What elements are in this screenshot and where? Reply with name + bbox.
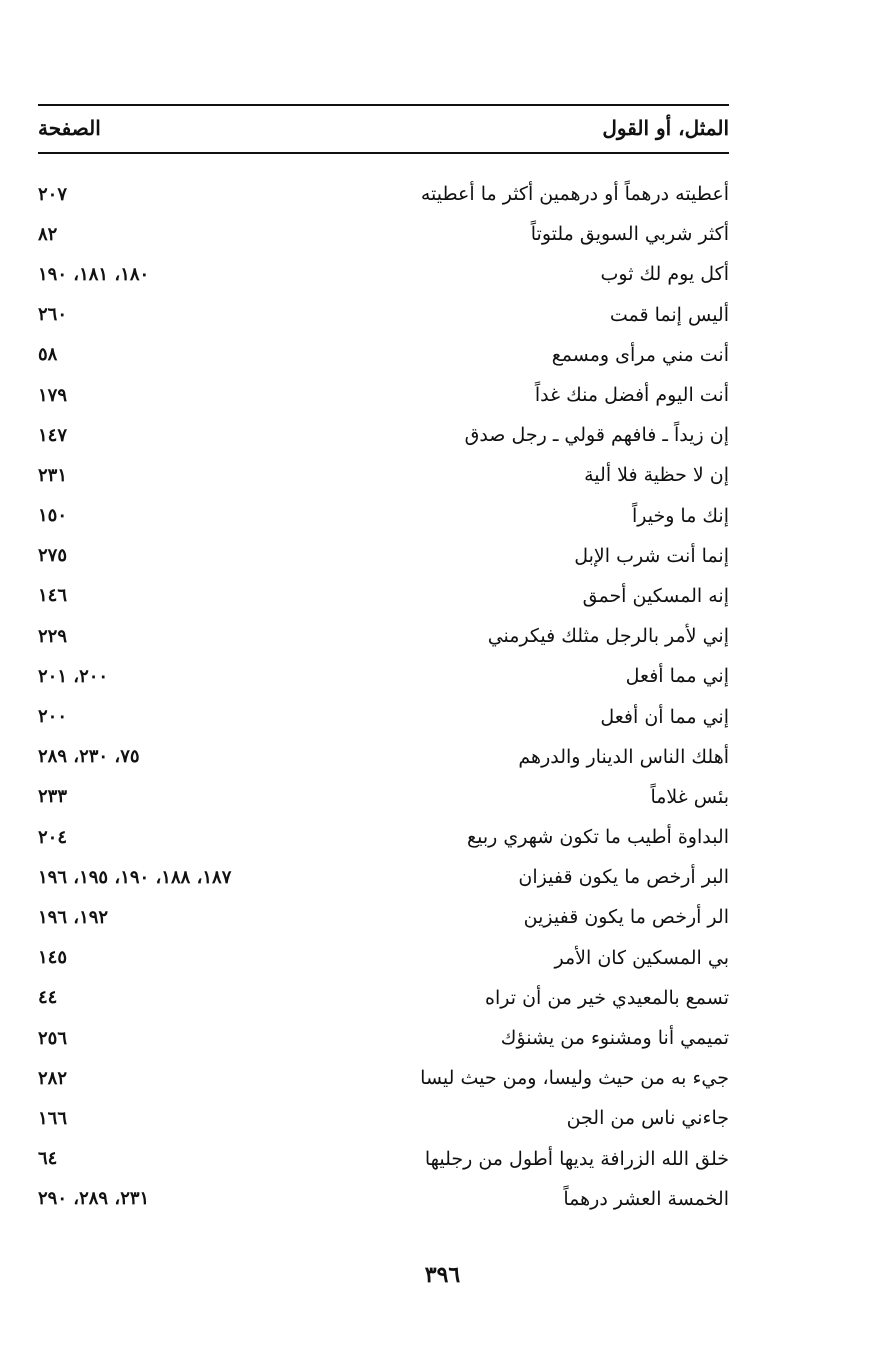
- index-entry: [38, 817, 729, 857]
- entry-pages: ٢٠٤: [38, 826, 68, 848]
- entry-pages: ٢٥٦: [38, 1027, 68, 1049]
- index-entry: [38, 1058, 729, 1098]
- index-entry: [38, 897, 729, 937]
- entry-pages: ١٩٢، ١٩٦: [38, 906, 109, 928]
- header-bottom-rule: [38, 152, 729, 154]
- entry-saying: تسمع بالمعيدي خير من أن تراه: [485, 986, 729, 1009]
- index-entry: [38, 375, 729, 415]
- index-entry: [38, 857, 729, 897]
- entry-pages: ٢٠٠: [38, 706, 68, 728]
- entry-pages: ٢٢٩: [38, 625, 68, 647]
- entry-pages: ١٥٠: [38, 505, 68, 527]
- entry-saying: الخمسة العشر درهماً: [563, 1187, 729, 1210]
- index-list: [38, 174, 729, 1219]
- entry-saying: تميمي أنا ومشنوء من يشنؤك: [500, 1027, 729, 1050]
- entry-saying: إنما أنت شرب الإبل: [574, 544, 729, 567]
- index-entry: [38, 214, 729, 254]
- index-entry: [38, 1098, 729, 1138]
- entry-pages: ٢٦٠: [38, 304, 68, 326]
- entry-saying: الر أرخص ما يكون قفيزين: [523, 906, 729, 929]
- index-entry: [38, 254, 729, 294]
- entry-pages: ٤٤: [38, 987, 58, 1009]
- entry-pages: ٧٥، ٢٣٠، ٢٨٩: [38, 746, 140, 768]
- entry-pages: ١٨٠، ١٨١، ١٩٠: [38, 263, 150, 285]
- entry-pages: ١٤٥: [38, 947, 68, 969]
- entry-saying: أهلك الناس الدينار والدرهم: [518, 745, 729, 768]
- entry-saying: أنت اليوم أفضل منك غداً: [534, 384, 729, 407]
- index-entry: [38, 1018, 729, 1058]
- entry-pages: ١٤٧: [38, 424, 68, 446]
- page-number: ٣٩٦: [424, 1262, 461, 1288]
- index-entry: [38, 1139, 729, 1179]
- entry-saying: جاءني ناس من الجن: [566, 1107, 729, 1130]
- entry-pages: ٢٧٥: [38, 545, 68, 567]
- entry-pages: ٢٣١، ٢٨٩، ٢٩٠: [38, 1188, 150, 1210]
- entry-pages: ٢٠٠، ٢٠١: [38, 665, 109, 687]
- entry-pages: ٢٠٧: [38, 183, 68, 205]
- index-entry: [38, 576, 729, 616]
- index-entry: [38, 978, 729, 1018]
- entry-saying: إنه المسكين أحمق: [582, 584, 729, 607]
- entry-saying: أليس إنما قمت: [609, 303, 729, 326]
- index-entry: [38, 174, 729, 214]
- index-entry: [38, 536, 729, 576]
- entry-pages: ٢٣١: [38, 464, 68, 486]
- entry-saying: أكل يوم لك ثوب: [600, 263, 729, 286]
- entry-pages: ١٦٦: [38, 1107, 68, 1129]
- entry-pages: ١٤٦: [38, 585, 68, 607]
- entry-pages: ٢٣٣: [38, 786, 68, 808]
- entry-saying: إني مما أن أفعل: [600, 705, 729, 728]
- index-entry: [38, 737, 729, 777]
- entry-saying: إني لأمر بالرجل مثلك فيكرمني: [487, 625, 729, 648]
- index-entry: [38, 455, 729, 495]
- entry-pages: ٦٤: [38, 1148, 58, 1170]
- index-entry: [38, 777, 729, 817]
- index-entry: [38, 616, 729, 656]
- entry-saying: أعطيته درهماً أو درهمين أكثر ما أعطيته: [420, 183, 729, 206]
- saying-column-heading: المثل، أو القول: [602, 116, 729, 140]
- entry-pages: ١٧٩: [38, 384, 68, 406]
- entry-saying: بئس غلاماً: [650, 785, 729, 808]
- entry-saying: أنت مني مرأى ومسمع: [551, 343, 729, 366]
- page-column-heading: الصفحة: [38, 116, 101, 140]
- header-top-rule: [38, 104, 729, 106]
- entry-pages: ١٨٧، ١٨٨، ١٩٠، ١٩٥، ١٩٦: [38, 866, 232, 888]
- index-entry: [38, 415, 729, 455]
- index-entry: [38, 1179, 729, 1219]
- entry-saying: إن لا حظية فلا ألية: [584, 464, 729, 487]
- index-entry: [38, 496, 729, 536]
- entry-saying: خلق الله الزرافة يديها أطول من رجليها: [424, 1147, 729, 1170]
- entry-saying: البر أرخص ما يكون قفيزان: [518, 866, 729, 889]
- entry-pages: ٥٨: [38, 344, 58, 366]
- entry-saying: بي المسكين كان الأمر: [554, 946, 729, 969]
- index-entry: [38, 938, 729, 978]
- index-entry: [38, 656, 729, 696]
- index-entry: [38, 335, 729, 375]
- index-entry: [38, 696, 729, 736]
- entry-saying: إني مما أفعل: [625, 665, 729, 688]
- table-header: [38, 110, 729, 146]
- entry-saying: البداوة أطيب ما تكون شهري ربيع: [466, 826, 729, 849]
- entry-saying: إنك ما وخيراً: [631, 504, 729, 527]
- entry-pages: ٢٨٢: [38, 1067, 68, 1089]
- index-entry: [38, 295, 729, 335]
- entry-pages: ٨٢: [38, 223, 58, 245]
- entry-saying: إن زيداً ـ فافهم قولي ـ رجل صدق: [464, 424, 729, 447]
- entry-saying: جيء به من حيث وليسا، ومن حيث ليسا: [420, 1067, 729, 1090]
- entry-saying: أكثر شربي السويق ملتوتاً: [530, 223, 729, 246]
